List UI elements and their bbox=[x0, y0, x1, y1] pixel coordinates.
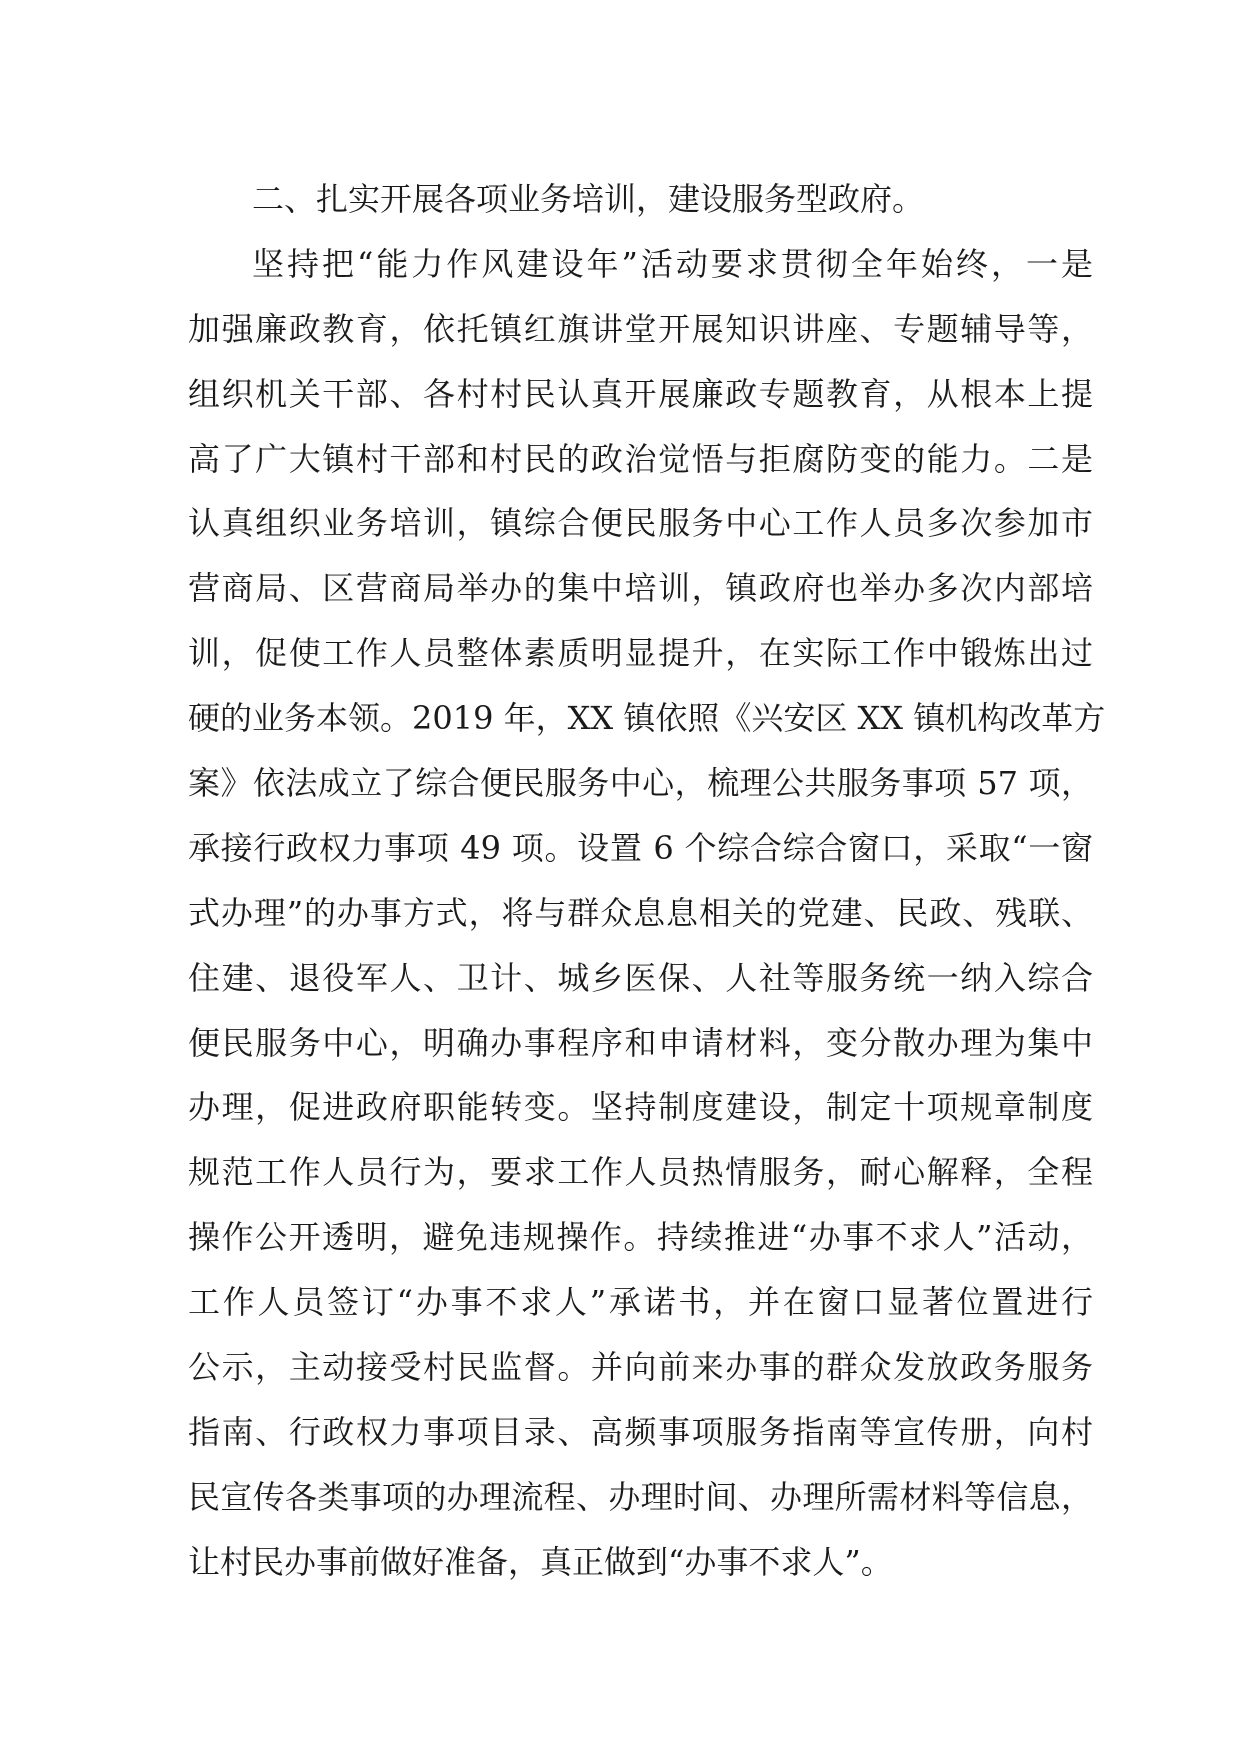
document-body bbox=[188, 167, 1106, 1595]
paragraph-line: 加强廉政教育，依托镇红旗讲堂开展知识讲座、专题辅导等， bbox=[188, 309, 1093, 348]
section-heading: 二、扎实开展各项业务培训，建设服务型政府。 bbox=[252, 180, 925, 218]
paragraph-line: 公示，主动接受村民监督。并向前来办事的群众发放政务服务 bbox=[188, 1348, 1093, 1387]
paragraph-line: 办理，促进政府职能转变。坚持制度建设，制定十项规章制度 bbox=[188, 1088, 1093, 1127]
paragraph-line: 住建、退役军人、卫计、城乡医保、人社等服务统一纳入综合 bbox=[188, 958, 1093, 997]
paragraph-line: 便民服务中心，明确办事程序和申请材料，变分散办理为集中 bbox=[188, 1023, 1093, 1062]
paragraph-line: 营商局、区营商局举办的集中培训，镇政府也举办多次内部培 bbox=[188, 569, 1093, 608]
paragraph-line: 高了广大镇村干部和村民的政治觉悟与拒腐防变的能力。二是 bbox=[188, 439, 1093, 478]
paragraph-line: 承接行政权力事项 49 项。设置 6 个综合综合窗口，采取“一窗 bbox=[188, 828, 1093, 867]
paragraph-line: 指南、行政权力事项目录、高频事项服务指南等宣传册，向村 bbox=[188, 1412, 1093, 1451]
paragraph-line: 式办理”的办事方式，将与群众息息相关的党建、民政、残联、 bbox=[188, 893, 1093, 932]
paragraph-line: 训，促使工作人员整体素质明显提升，在实际工作中锻炼出过 bbox=[188, 634, 1093, 673]
paragraph-line: 操作公开透明，避免违规操作。持续推进“办事不求人”活动， bbox=[188, 1218, 1093, 1257]
paragraph-line: 规范工作人员行为，要求工作人员热情服务，耐心解释，全程 bbox=[188, 1153, 1093, 1192]
paragraph-line: 工作人员签订“办事不求人”承诺书，并在窗口显著位置进行 bbox=[188, 1283, 1093, 1322]
paragraph-line: 认真组织业务培训，镇综合便民服务中心工作人员多次参加市 bbox=[188, 504, 1093, 543]
paragraph-line: 硬的业务本领。2019 年，XX 镇依照《兴安区 XX 镇机构改革方 bbox=[188, 699, 1106, 738]
paragraph-line: 案》依法成立了综合便民服务中心，梳理公共服务事项 57 项， bbox=[188, 764, 1093, 803]
paragraph-line: 坚持把“能力作风建设年”活动要求贯彻全年始终，一是 bbox=[252, 244, 1093, 283]
paragraph-line-last: 让村民办事前做好准备，真正做到“办事不求人”。 bbox=[188, 1542, 893, 1581]
paragraph-line: 民宣传各类事项的办理流程、办理时间、办理所需材料等信息， bbox=[188, 1477, 1093, 1516]
paragraph-line: 组织机关干部、各村村民认真开展廉政专题教育，从根本上提 bbox=[188, 374, 1093, 413]
